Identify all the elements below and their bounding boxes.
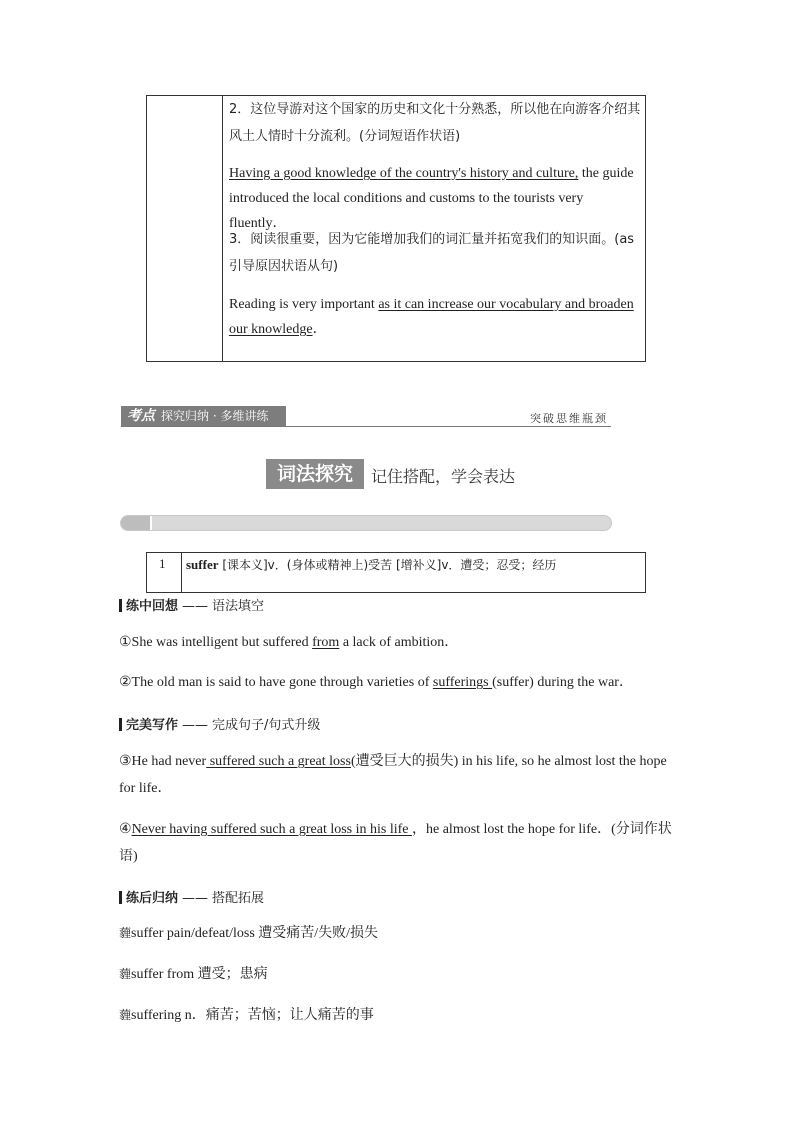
item3-answer-a: as it can increase our vocabulary and broaden [378, 297, 634, 312]
table-divider [222, 96, 223, 361]
perfect-writing-header [119, 714, 320, 733]
item-number: 1 [159, 556, 166, 571]
summary-sub: 搭配拓展 [212, 891, 265, 906]
summary-header [119, 887, 264, 906]
summary-title: 练后归纳 [126, 891, 179, 906]
q4-suffix-2: 语) [119, 849, 138, 864]
top-table [146, 95, 646, 362]
kaodian-banner [121, 406, 286, 426]
bullet: 薶 [119, 1008, 132, 1022]
dash: —— [182, 718, 209, 733]
dash: —— [182, 891, 209, 906]
q3-answer: suffered such a great loss [206, 754, 351, 769]
q1-answer: from [312, 635, 340, 650]
collocation-text: suffer from 遭受；患病 [131, 967, 268, 982]
q1-prefix: ①She was intelligent but suffered [119, 635, 313, 650]
item2-chinese: 2．这位导游对这个国家的历史和文化十分熟悉，所以他在向游客介绍其风土人情时十分流利。(分词短语作状语) [229, 102, 641, 144]
question-3 [119, 748, 679, 802]
section-title: 词法探究 [266, 459, 364, 489]
header-bar [119, 599, 122, 612]
collocation-text: suffering n．痛苦；苦恼；让人痛苦的事 [131, 1008, 374, 1023]
dash: —— [182, 599, 209, 614]
question-1 [119, 630, 458, 655]
q4-prefix: ④ [119, 822, 132, 837]
collocation-item [119, 921, 378, 946]
header-bar [119, 891, 122, 904]
suffer-table [146, 552, 646, 593]
item3-answer-block [229, 292, 643, 342]
suffer-word: suffer [186, 557, 219, 572]
q1-suffix: a lack of ambition． [339, 635, 459, 650]
question-4 [119, 816, 679, 870]
q2-suffix: (suffer) during the war． [492, 675, 633, 690]
header-bar [119, 718, 122, 731]
suffer-definition [186, 556, 641, 573]
perfect-writing-sub: 完成句子/句式升级 [212, 718, 321, 733]
q3-suffix-1: (遭受巨大的损失) in his life, so he almost lost the hope [350, 754, 667, 769]
practice-recall-title: 练中回想 [126, 599, 179, 614]
q4-answer: Never having suffered such a great loss in his life [131, 822, 412, 837]
practice-recall-header [119, 595, 264, 614]
suffer-meaning: [课本义]v．(身体或精神上)受苦 [增补义]v．遭受；忍受；经历 [218, 558, 557, 572]
item3-answer-b: our knowledge [229, 322, 313, 337]
collocation-item [119, 1003, 374, 1028]
item2-rest-1: the guide [578, 166, 634, 181]
banner-divider [121, 426, 611, 427]
perfect-writing-title: 完美写作 [126, 718, 179, 733]
progress-bar [120, 515, 612, 531]
kaodian-tag: 考点 [127, 408, 155, 424]
q2-answer: sufferings [432, 675, 493, 690]
question-2 [119, 670, 633, 695]
item2-answer-block [229, 161, 643, 236]
q4-suffix-1: ，he almost lost the hope for life．(分词作状 [412, 822, 672, 837]
collocation-item [119, 962, 268, 987]
section-subtitle: 记住搭配，学会表达 [371, 467, 516, 486]
item3-end: ． [312, 322, 327, 337]
q3-suffix-2: for life． [119, 781, 172, 796]
practice-recall-sub: 语法填空 [212, 599, 265, 614]
banner-right-text: 突破思维瓶颈 [530, 412, 608, 425]
q2-prefix: ②The old man is said to have gone through varieties of [119, 675, 433, 690]
item2-rest-2: introduced the local conditions and customs to the tourists very fluently． [229, 191, 584, 231]
item3-prefix: Reading is very important [229, 297, 379, 312]
progress-fill [121, 516, 152, 530]
kaodian-text: 探究归纳 · 多维讲练 [161, 409, 269, 423]
collocation-text: suffer pain/defeat/loss 遭受痛苦/失败/损失 [131, 926, 379, 941]
item3-chinese: 3．阅读很重要，因为它能增加我们的词汇量并拓宽我们的知识面。(as引导原因状语从句) [229, 232, 635, 274]
q3-prefix: ③He had never [119, 754, 207, 769]
bullet: 薶 [119, 967, 132, 981]
table-divider [181, 553, 182, 592]
bullet: 薶 [119, 926, 132, 940]
item2-answer: Having a good knowledge of the country's history and culture, [229, 166, 579, 181]
